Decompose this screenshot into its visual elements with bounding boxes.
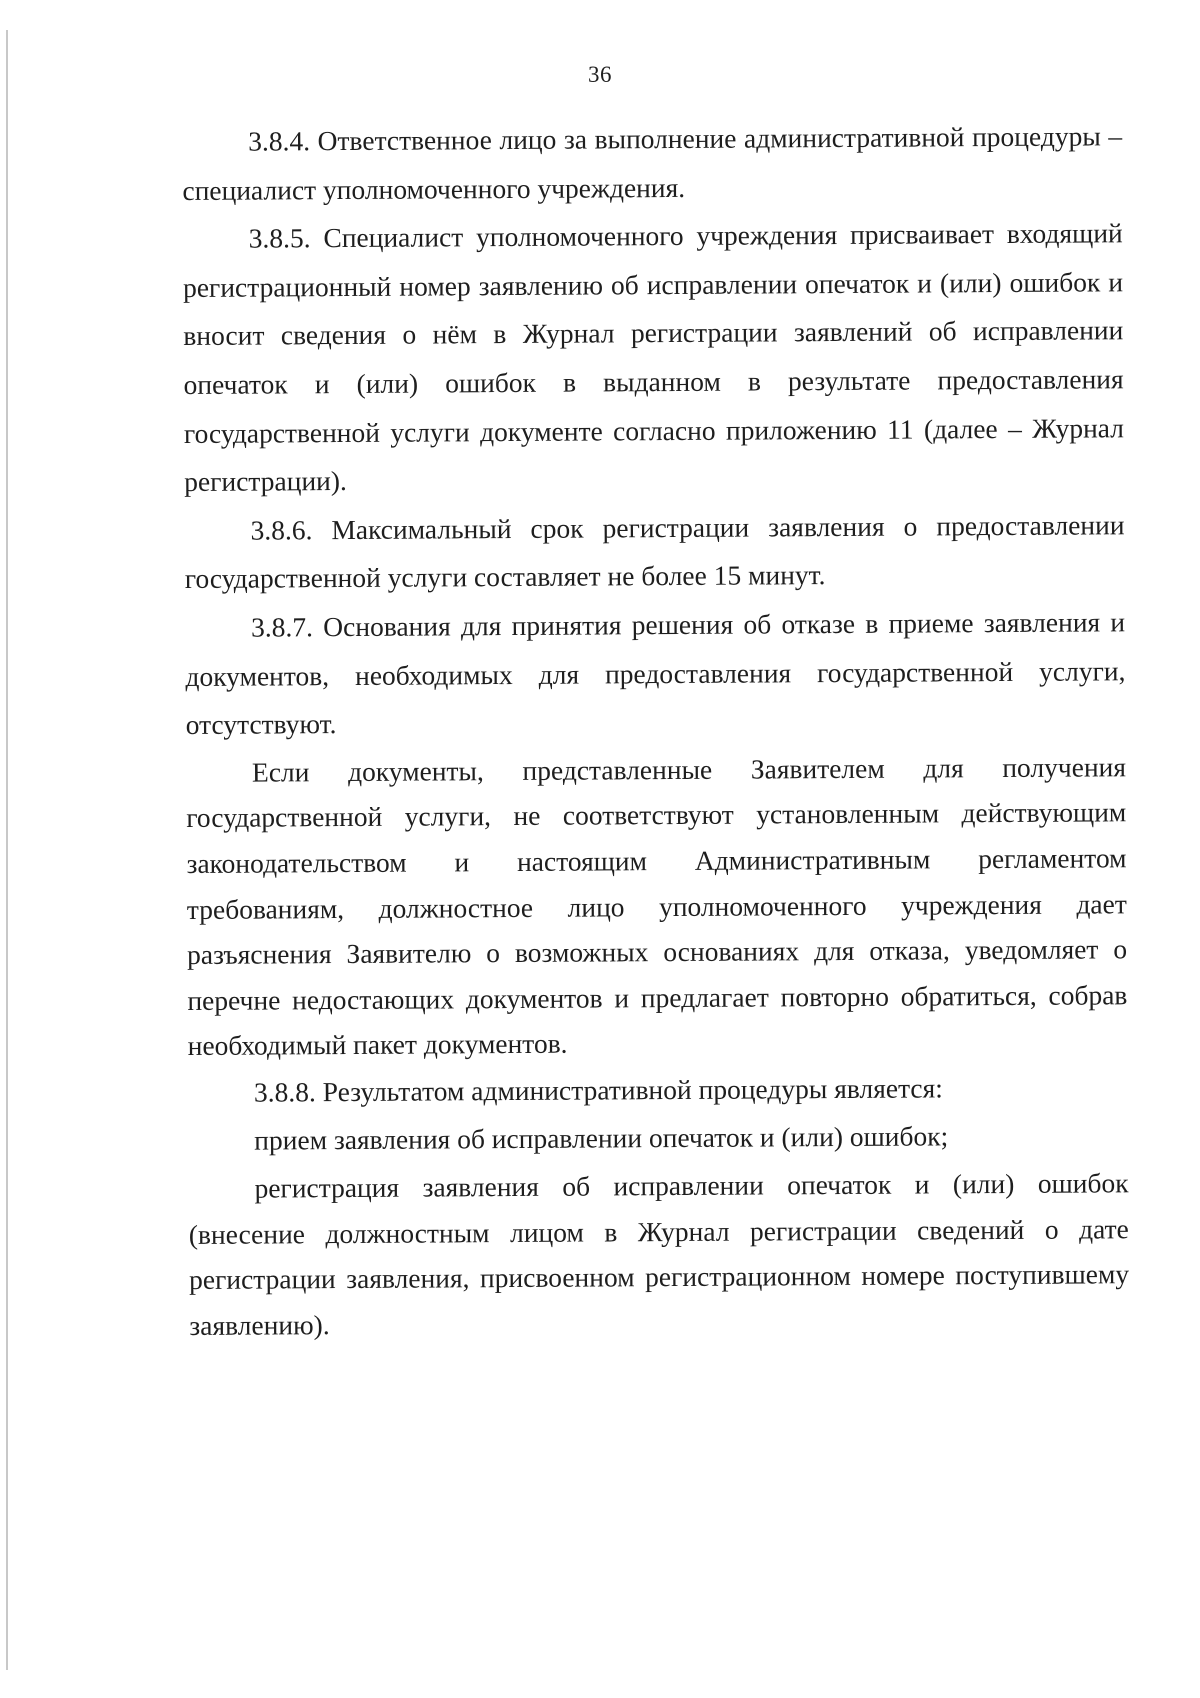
paragraph-3-8-6: 3.8.6. Максимальный срок регистрации заявления о предоставлении государственной услуги составляет не более 15 минут. [184,509,1125,595]
page-number: 36 [588,62,612,87]
scan-edge [6,30,8,1670]
paragraph-documents-mismatch: Если документы, представленные Заявителем для получения государственной услуги, не соответствуют установленным действующим законодательством и настоящим Административным регламентом требованиям, должностное лицо уполномоченного учреждения дает разъяснения Заявителю о возможных основаниях для отказа, уведомляет о перечне недостающих документов и предлагает повторно обратиться, собрав необходимый пакет документов. [186,750,1128,1062]
paragraph-3-8-7: 3.8.7. Основания для принятия решения об отказе в приеме заявления и документов, необходимых для предоставления государственной услуги, отсутствуют. [185,606,1126,741]
paragraph-result-item-2: регистрация заявления об исправлении опечаток и (или) ошибок (внесение должностным лицом в Журнал регистрации сведений о дате регистрации заявления, присвоенном регистрационном номере поступившему заявлению). [188,1167,1130,1341]
paragraph-result-item-1: прием заявления об исправлении опечаток и (или) ошибок; [254,1120,949,1157]
paragraph-3-8-4: 3.8.4. Ответственное лицо за выполнение административной процедуры – специалист уполномоченного учреждения. [182,120,1123,206]
paragraph-3-8-8: 3.8.8. Результатом административной процедуры является: [253,1072,943,1108]
document-body [182,112,1129,1348]
paragraph-3-8-5: 3.8.5. Специалист уполномоченного учреждения присваивает входящий регистрационный номер заявлению об исправлении опечаток и (или) ошибок и вносит сведения о нём в Журнал регистрации заявлений об исправлении опечаток и (или) ошибок в выданном в результате предоставления государственной услуги документе согласно приложению 11 (далее – Журнал регистрации). [182,217,1125,498]
